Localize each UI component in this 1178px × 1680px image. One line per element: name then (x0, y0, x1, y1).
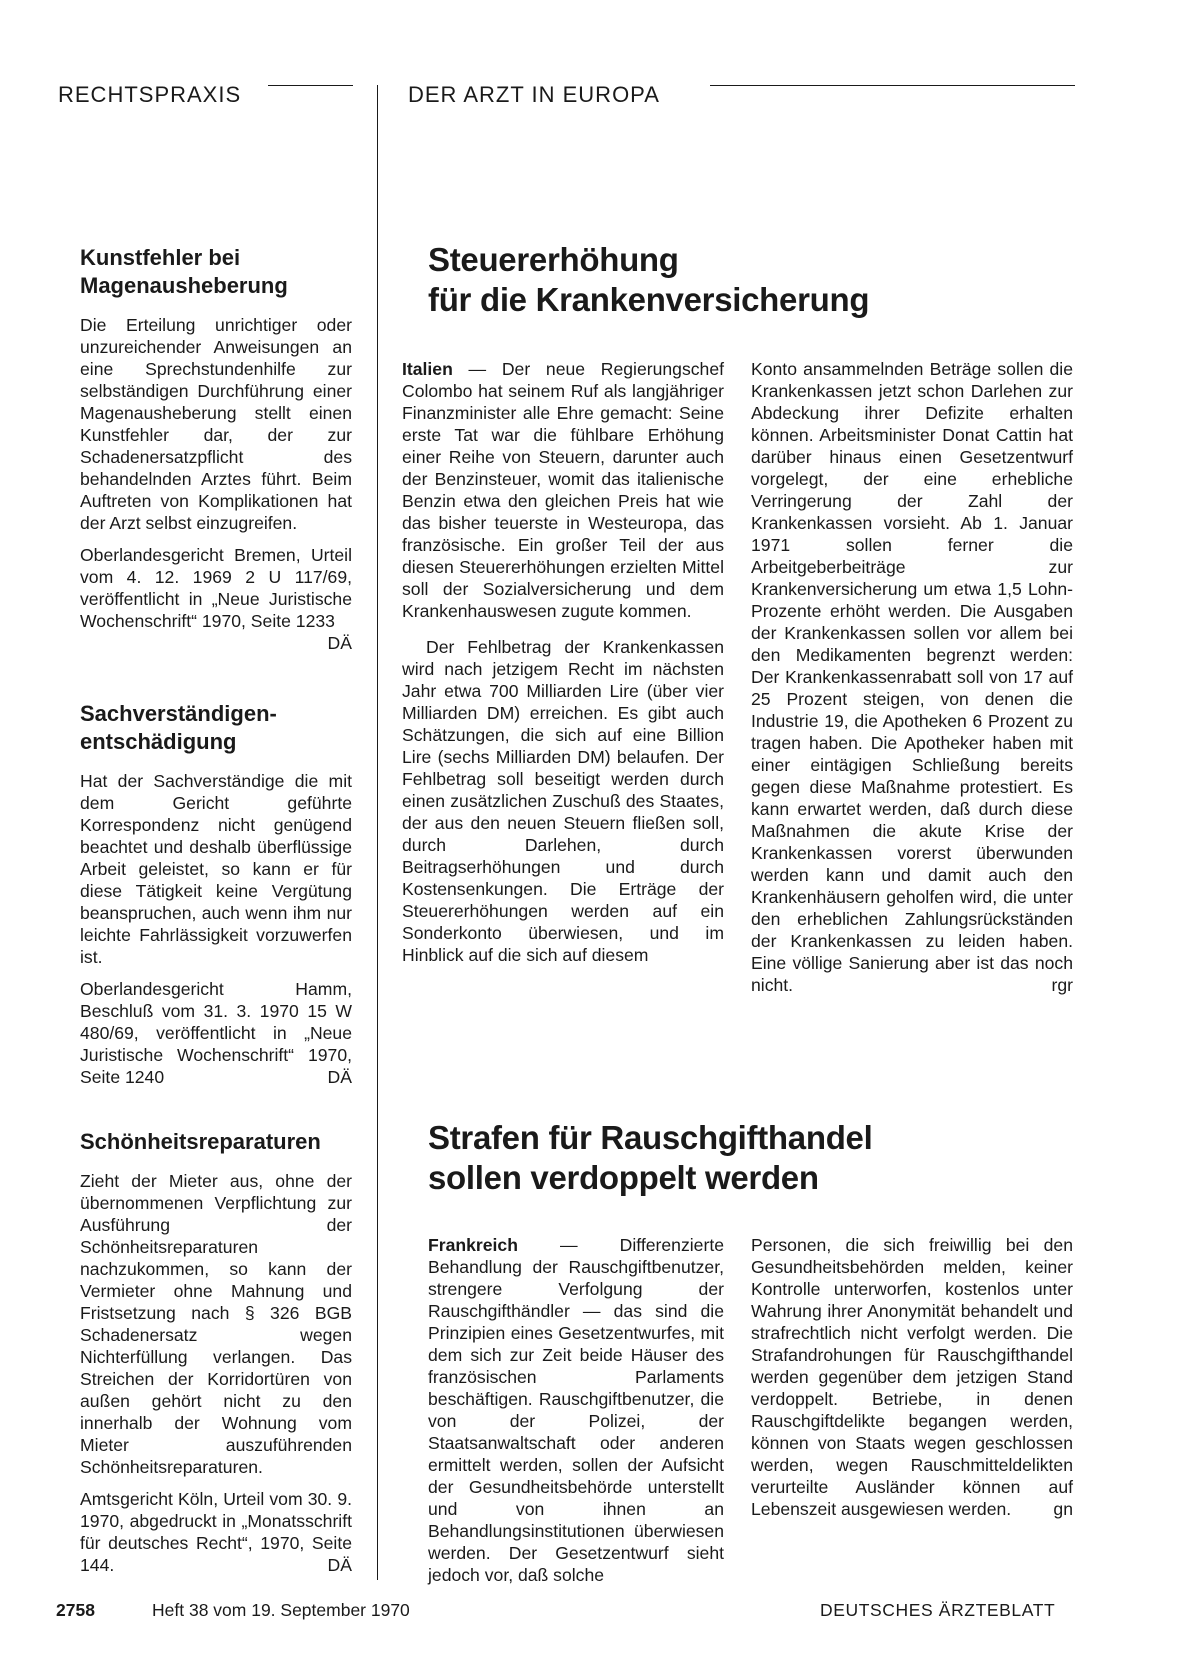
legal-note-2-title (80, 700, 352, 756)
legal-note-2-citation-text: Oberlandesgericht Hamm, Beschluß vom 31. 3. 1970 15 W 480/69, veröffentlicht in „Neue Juristische Wochenschrift“ 1970, Seite 1240 (80, 979, 352, 1087)
legal-note-2-sign: DÄ (327, 1067, 352, 1087)
legal-note-3-citation (80, 1488, 352, 1576)
section-head-right: DER ARZT IN EUROPA (408, 82, 660, 107)
article-2-paragraph-1 (428, 1234, 724, 1586)
article-1-lead-word: Italien (402, 359, 453, 379)
issue-info: Heft 38 vom 19. September 1970 (152, 1600, 410, 1620)
legal-note-1-citation (80, 544, 352, 653)
legal-note-3-title-line1: Schönheitsreparaturen (80, 1129, 321, 1154)
legal-note-2-title-line1: Sachverständigen- (80, 701, 277, 726)
article-1-paragraph-3 (751, 358, 1073, 996)
legal-note-1 (80, 244, 352, 654)
article-2-title-line1: Strafen für Rauschgifthandel (428, 1119, 873, 1156)
legal-note-2-citation (80, 978, 352, 1088)
article-2-paragraph-2 (751, 1234, 1073, 1520)
section-head-left: RECHTSPRAXIS (58, 82, 242, 107)
article-2-lead-word: Frankreich (428, 1235, 518, 1255)
article-2-column-1 (428, 1234, 724, 1596)
article-2-title (428, 1118, 872, 1198)
article-1-paragraph-3-text: Konto ansammelnden Beträge sollen die Krankenkassen jetzt schon Darlehen zur Abdeckung ihrer Defizite erhalten können. Arbeitsminister Donat Cattin hat darüber hinaus einen Gesetzentwurf vorgelegt, der eine erhebliche Verringerung der Zahl der Krankenkassen vorsieht. Ab 1. Januar 1971 sollen ferner die Arbeitgeberbeiträge zur Krankenversicherung um etwa 1,5 Lohn-Prozente erhöht werden. Die Ausgaben der Krankenkassen sollen vor allem bei den Medikamenten begrenzt werden: Der Krankenkassenrabatt soll von 17 auf 25 Prozent steigen, von denen die Industrie 19, die Apotheken 6 Prozent zu tragen haben. Die Apotheker haben mit einer eintägigen Schließung bereits gegen diese Maßnahme protestiert. Es kann erwartet werden, daß durch diese Maßnahmen die akute Krise der Krankenkassen vorerst überwunden werden kann und damit auch den Krankenhäusern geholfen wird, die unter den erheblichen Zahlungsrückständen der Krankenkassen zu leiden haben. Eine völlige Sanierung aber ist das noch nicht. (751, 359, 1073, 995)
legal-note-1-title-line2: Magenausheberung (80, 273, 288, 298)
legal-note-1-body: Die Erteilung unrichtiger oder unzureichender Anweisungen an eine Sprechstundenhilfe zur selbständigen Durchführung einer Magenausheberung stellt einen Kunstfehler dar, der zur Schadenersatzpflicht des behandelnden Arztes führt. Beim Auftreten von Komplikationen hat der Arzt selbst einzugreifen. (80, 315, 352, 533)
article-2-column-2 (751, 1234, 1073, 1530)
article-2-title-line2: sollen verdoppelt werden (428, 1159, 819, 1196)
legal-note-2 (80, 700, 352, 1098)
legal-note-3-title (80, 1128, 352, 1156)
article-2-paragraph-1-text: — Differenzierte Behandlung der Rauschgiftbenutzer, strengere Verfolgung der Rauschgifthändler — das sind die Prinzipien eines Gesetzentwurfes, mit dem sich zur Zeit beide Häuser des französischen Parlaments beschäftigen. Rauschgiftbenutzer, die von der Polizei, der Staatsanwaltschaft oder anderen ermittelt werden, sollen der Aufsicht der Gesundheitsbehörde unterstellt und von ihnen an Behandlungsinstitutionen überwiesen werden. Der Gesetzentwurf sieht jedoch vor, daß solche (428, 1235, 724, 1585)
column-divider (377, 85, 378, 1580)
head-rule-right (710, 85, 1075, 86)
article-1-paragraph-2: Der Fehlbetrag der Krankenkassen wird nach jetzigem Recht im nächsten Jahr etwa 700 Milliarden Lire (über vier Milliarden DM) erreichen. Es gibt auch Schätzungen, die sich auf eine Billion Lire (sechs Milliarden DM) belaufen. Der Fehlbetrag soll beseitigt werden durch einen zusätzlichen Zuschuß des Staates, der aus den neuen Steuern fließen soll, durch Darlehen, durch Beitragserhöhungen und durch Kostensenkungen. Die Erträge der Steuererhöhungen werden auf ein Sonderkonto überwiesen, und im Hinblick auf die sich auf diesem (402, 637, 724, 965)
legal-note-3-body: Zieht der Mieter aus, ohne der übernommenen Verpflichtung zur Ausführung der Schönheitsreparaturen nachzukommen, so kann der Vermieter ohne Mahnung und Fristsetzung nach § 326 BGB Schadenersatz wegen Nichterfüllung verlangen. Das Streichen der Korridortüren von außen gehört nicht zu den innerhalb der Wohnung vom Mieter auszuführenden Schönheitsreparaturen. (80, 1171, 352, 1477)
legal-note-3-citation-text: Amtsgericht Köln, Urteil vom 30. 9. 1970, abgedruckt in „Monatsschrift für deutsches Recht“, 1970, Seite 144. (80, 1489, 352, 1575)
journal-name: DEUTSCHES ÄRZTEBLATT (820, 1600, 1056, 1620)
article-1-paragraph-1-text: — Der neue Regierungschef Colombo hat seinem Ruf als langjähriger Finanzminister alle Ehre gemacht: Seine erste Tat war die fühlbare Erhöhung einer Reihe von Steuern, darunter auch der Benzinsteuer, womit das italienische Benzin etwa den gleichen Preis hat wie das bisher teuerste in Westeuropa, das französische. Ein großer Teil der aus diesen Steuererhöhungen erzielten Mittel soll der Sozialversicherung und dem Krankenhauswesen zugute kommen. (402, 359, 724, 621)
legal-note-1-title-line1: Kunstfehler bei (80, 245, 241, 270)
legal-note-2-title-line2: entschädigung (80, 729, 237, 754)
article-1-title-line2: für die Krankenversicherung (428, 281, 870, 318)
legal-note-3 (80, 1128, 352, 1586)
article-1-column-2 (751, 358, 1073, 1006)
article-2-sign: gn (1053, 1499, 1073, 1519)
head-rule-left (268, 85, 353, 86)
legal-note-1-sign: DÄ (327, 633, 352, 653)
article-1-title (428, 240, 869, 320)
article-2-paragraph-2-text: Personen, die sich freiwillig bei den Gesundheitsbehörden melden, keiner Kontrolle unterworfen, kostenlos unter Wahrung ihrer Anonymität behandelt und strafrechtlich nicht verfolgt werden. Die Strafandrohungen für Rauschgifthandel werden gegenüber dem jetzigen Stand verdoppelt. Betriebe, in denen Rauschgiftdelikte begangen werden, können von Staats wegen geschlossen werden, wegen Rauschmitteldelikten verurteilte Ausländer können auf Lebenszeit ausgewiesen werden. (751, 1235, 1073, 1519)
page-number: 2758 (56, 1600, 95, 1620)
legal-note-2-body: Hat der Sachverständige die mit dem Gericht geführte Korrespondenz nicht genügend beachtet und deshalb überflüssige Arbeit geleistet, so kann er für diese Tätigkeit keine Vergütung beanspruchen, auch wenn ihm nur leichte Fahrlässigkeit vorzuwerfen ist. (80, 771, 352, 967)
article-1-title-line1: Steuererhöhung (428, 241, 679, 278)
article-1-paragraph-1 (402, 358, 724, 622)
legal-note-3-sign: DÄ (327, 1555, 352, 1575)
legal-note-1-title (80, 244, 352, 300)
article-1-sign: rgr (1051, 975, 1073, 995)
legal-note-1-citation-text: Oberlandesgericht Bremen, Urteil vom 4. 12. 1969 2 U 117/69, veröffentlicht in „Neue Juristische Wochenschrift“ 1970, Seite 1233 (80, 545, 352, 631)
article-1-column-1 (402, 358, 724, 976)
